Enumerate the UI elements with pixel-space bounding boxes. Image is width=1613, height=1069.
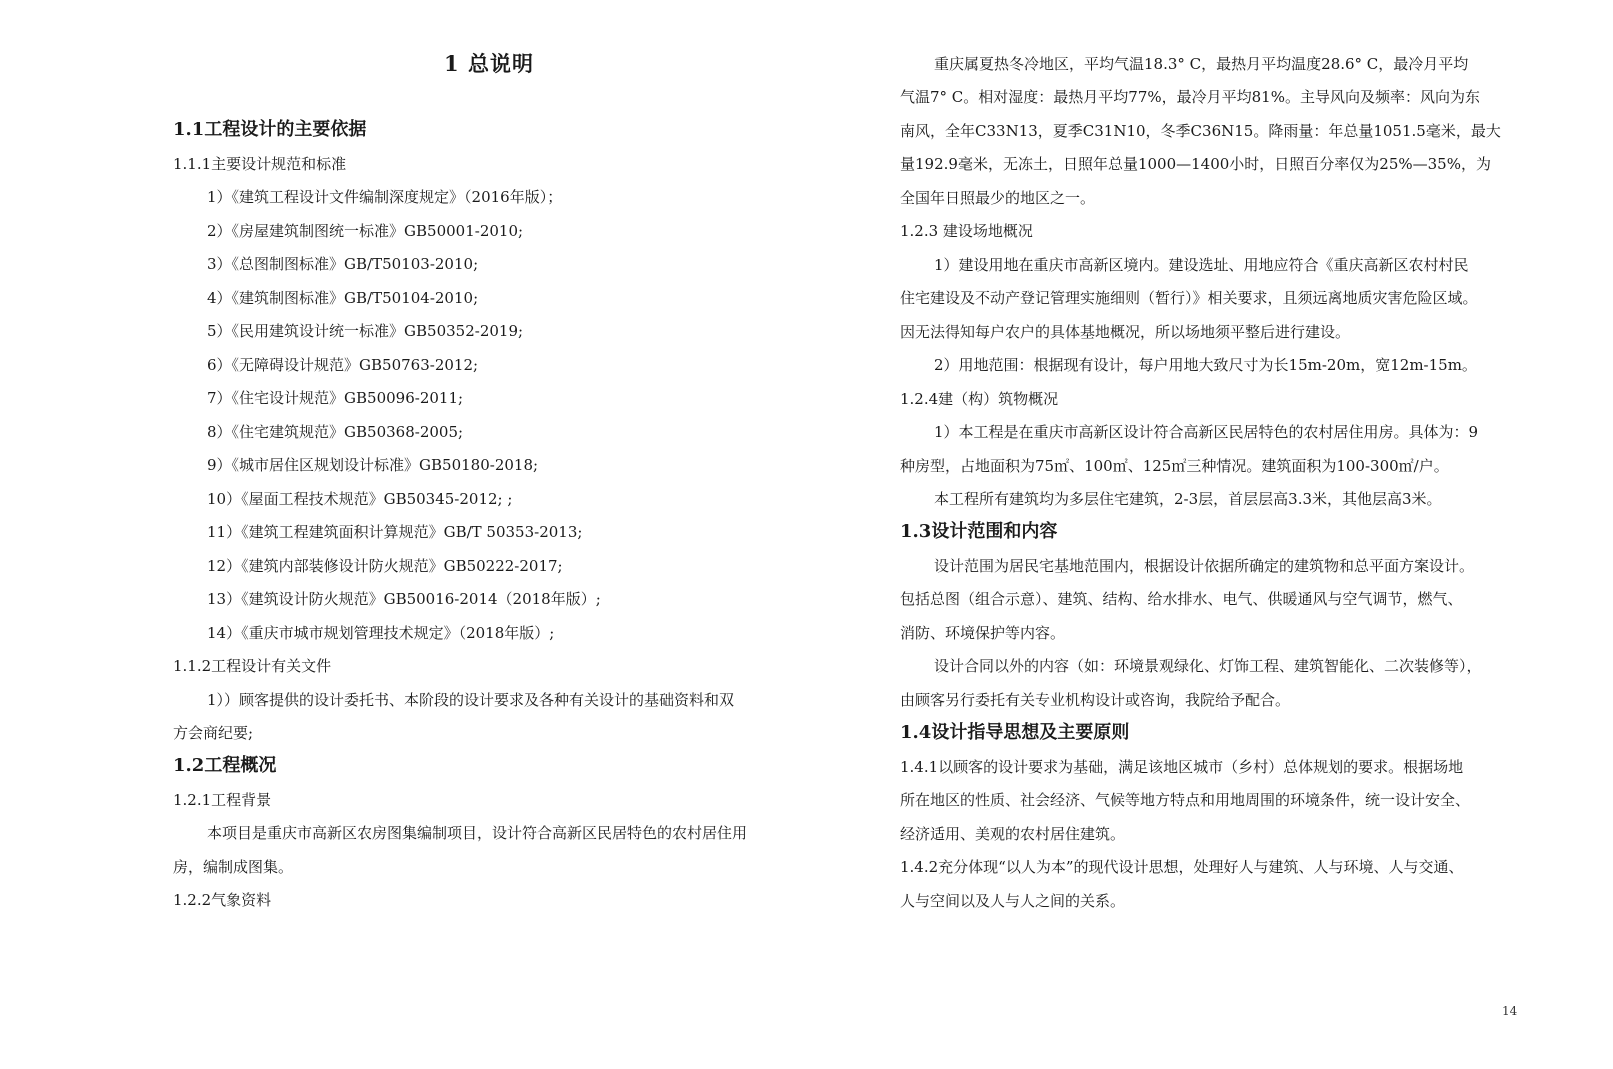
- paragraph-line: 1.4.1以顾客的设计要求为基础，满足该地区城市（乡村）总体规划的要求。根据场地: [900, 758, 1464, 776]
- standard-item: 2）《房屋建筑制图统一标准》GB50001-2010;: [207, 222, 524, 240]
- section-heading-1-1: 1.1工程设计的主要依据: [173, 119, 367, 140]
- paragraph-line: 房，编制成图集。: [173, 858, 294, 876]
- paragraph-line: 1.4.2充分体现“以人为本”的现代设计思想，处理好人与建筑、人与环境、人与交通、: [900, 858, 1464, 876]
- standard-item: 1）《建筑工程设计文件编制深度规定》（2016年版）；: [207, 188, 563, 206]
- standard-item: 3）《总图制图标准》GB/T50103-2010;: [207, 255, 479, 273]
- paragraph-line: 消防、环境保护等内容。: [900, 624, 1066, 642]
- paragraph-line: 包括总图（组合示意）、建筑、结构、给水排水、电气、供暖通风与空气调节，燃气、: [900, 590, 1463, 608]
- paragraph-line: 量192.9毫米，无冻土，日照年总量1000—1400小时，日照百分率仅为25%—35%，为: [900, 155, 1491, 173]
- standard-item: 6）《无障碍设计规范》GB50763-2012;: [207, 356, 479, 374]
- paragraph-line: 气温7° C。相对湿度：最热月平均77%，最冷月平均81%。主导风向及频率：风向为东: [900, 88, 1480, 106]
- standard-item: 11）《建筑工程建筑面积计算规范》GB/T 50353-2013;: [207, 523, 583, 541]
- subsection-heading-1-2-3: 1.2.3 建设场地概况: [900, 222, 1033, 240]
- paragraph-line: 本工程所有建筑均为多层住宅建筑，2-3层，首层层高3.3米，其他层高3米。: [934, 490, 1442, 508]
- standard-item: 9）《城市居住区规划设计标准》GB50180-2018;: [207, 456, 539, 474]
- paragraph-line: 方会商纪要;: [173, 724, 254, 742]
- paragraph-line: 因无法得知每户农户的具体基地概况，所以场地须平整后进行建设。: [900, 323, 1351, 341]
- standard-item: 13）《建筑设计防火规范》GB50016-2014（2018年版）;: [207, 590, 601, 608]
- section-heading-1-4: 1.4设计指导思想及主要原则: [900, 722, 1130, 743]
- paragraph-line: 1））顾客提供的设计委托书、本阶段的设计要求及各种有关设计的基础资料和双: [207, 691, 735, 709]
- standard-item: 10）《屋面工程技术规范》GB50345-2012; ;: [207, 490, 513, 508]
- standard-item: 5）《民用建筑设计统一标准》GB50352-2019;: [207, 322, 524, 340]
- paragraph-line: 全国年日照最少的地区之一。: [900, 189, 1096, 207]
- paragraph-line: 由顾客另行委托有关专业机构设计或咨询，我院给予配合。: [900, 691, 1291, 709]
- paragraph-line: 1）建设用地在重庆市高新区境内。建设选址、用地应符合《重庆高新区农村村民: [934, 256, 1469, 274]
- paragraph-line: 1）本工程是在重庆市高新区设计符合高新区民居特色的农村居住用房。具体为：9: [934, 423, 1479, 441]
- subsection-heading-1-1-2: 1.1.2工程设计有关文件: [173, 657, 332, 675]
- paragraph-line: 本项目是重庆市高新区农房图集编制项目，设计符合高新区民居特色的农村居住用: [207, 824, 748, 842]
- paragraph-line: 种房型，占地面积为75㎡、100㎡、125㎡三种情况。建筑面积为100-300㎡/户。: [900, 457, 1449, 475]
- section-heading-1-3: 1.3设计范围和内容: [900, 521, 1058, 542]
- subsection-heading-1-1-1: 1.1.1主要设计规范和标准: [173, 155, 347, 173]
- standard-item: 14）《重庆市城市规划管理技术规定》（2018年版）;: [207, 624, 555, 642]
- paragraph-line: 重庆属夏热冬冷地区，平均气温18.3° C，最热月平均温度28.6° C，最冷月平均: [934, 55, 1469, 73]
- standard-item: 4）《建筑制图标准》GB/T50104-2010;: [207, 289, 479, 307]
- chapter-title: 1 总说明: [444, 51, 534, 76]
- paragraph-line: 2）用地范围：根据现有设计，每户用地大致尺寸为长15m-20m，宽12m-15m。: [934, 356, 1477, 374]
- paragraph-line: 设计合同以外的内容（如：环境景观绿化、灯饰工程、建筑智能化、二次装修等），: [934, 657, 1482, 675]
- standard-item: 12）《建筑内部装修设计防火规范》GB50222-2017;: [207, 557, 563, 575]
- section-heading-1-2: 1.2工程概况: [173, 755, 277, 776]
- subsection-heading-1-2-4: 1.2.4建（构）筑物概况: [900, 390, 1059, 408]
- paragraph-line: 设计范围为居民宅基地范围内，根据设计依据所确定的建筑物和总平面方案设计。: [934, 557, 1475, 575]
- paragraph-line: 南风，全年C33N13，夏季C31N10，冬季C36N15。降雨量：年总量1051.5毫米，最大: [900, 122, 1501, 140]
- paragraph-line: 所在地区的性质、社会经济、气候等地方特点和用地周围的环境条件，统一设计安全、: [900, 791, 1471, 809]
- paragraph-line: 住宅建设及不动产登记管理实施细则（暂行）》相关要求，且须远离地质灾害危险区域。: [900, 289, 1478, 307]
- paragraph-line: 经济适用、美观的农村居住建筑。: [900, 825, 1126, 843]
- page-number: 14: [1502, 1004, 1518, 1018]
- subsection-heading-1-2-2: 1.2.2气象资料: [173, 891, 272, 909]
- subsection-heading-1-2-1: 1.2.1工程背景: [173, 791, 272, 809]
- paragraph-line: 人与空间以及人与人之间的关系。: [900, 892, 1126, 910]
- standard-item: 7）《住宅设计规范》GB50096-2011;: [207, 389, 464, 407]
- standard-item: 8）《住宅建筑规范》GB50368-2005;: [207, 423, 464, 441]
